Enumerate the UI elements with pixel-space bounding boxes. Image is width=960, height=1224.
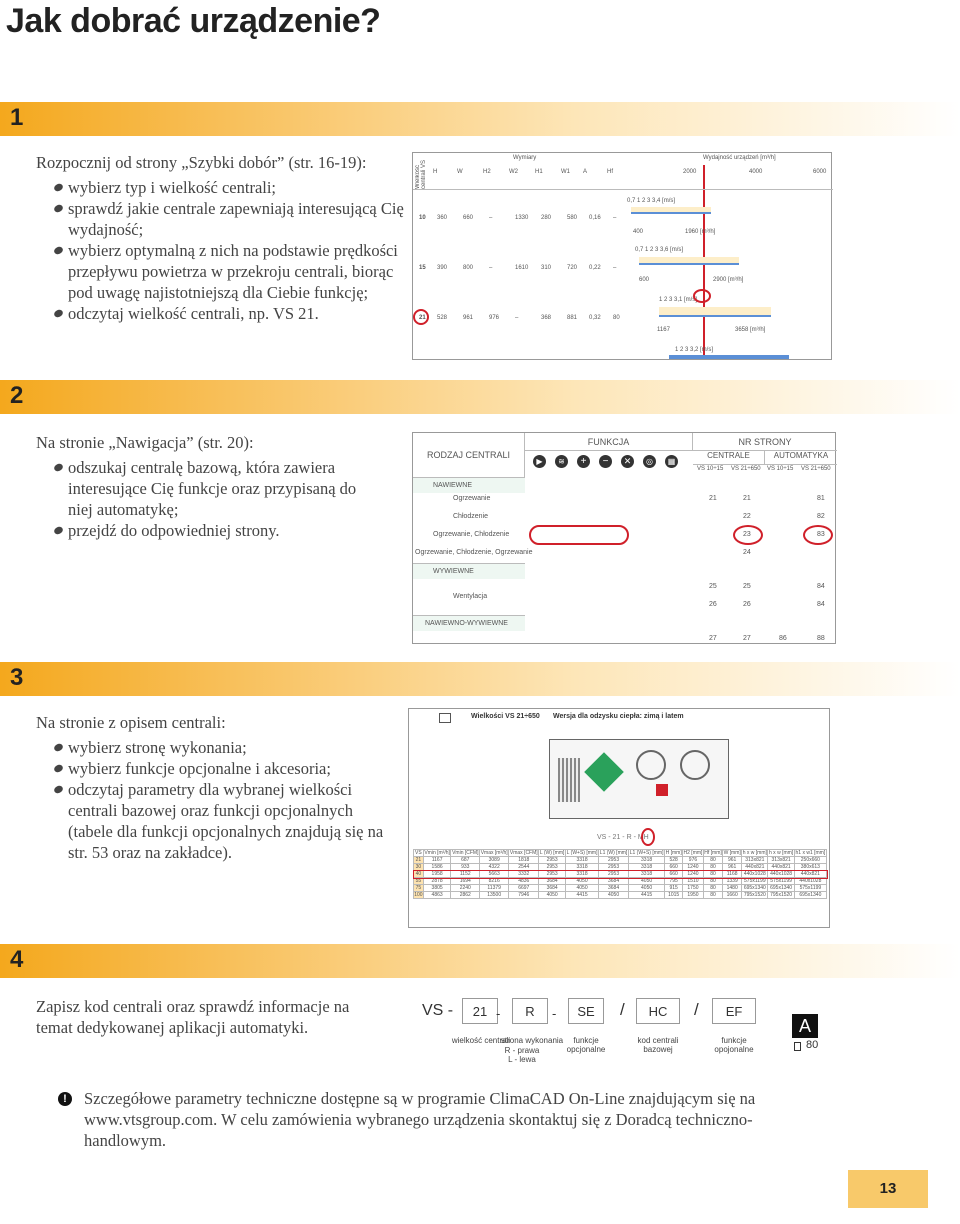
table-cell: 4415: [628, 892, 664, 899]
section-nawiewno-wywiewne: NAWIEWNO-WYWIEWNE: [413, 615, 525, 631]
step-1-bullet: wybierz typ i wielkość centrali;: [36, 177, 406, 198]
code-extra-box: EF: [712, 998, 756, 1024]
col-a: A: [583, 169, 588, 175]
val: 80: [613, 315, 620, 321]
val: 976: [489, 315, 500, 321]
table-cell: 313x821: [742, 857, 768, 864]
side-legend: R - prawa L - lewa: [504, 1046, 540, 1064]
step-2-intro: Na stronie „Nawigacja” (str. 20):: [36, 433, 254, 452]
code-base-box: HC: [636, 998, 680, 1024]
table-cell: 80: [703, 864, 722, 871]
centrale-header: CENTRALE: [693, 451, 765, 465]
speed-scale: 0,7 1 2 3 3,6 [m/s]: [635, 247, 684, 253]
fan-icon: [636, 750, 666, 780]
unit-code-figure: [408, 994, 830, 1074]
table-cell: 1750: [683, 885, 704, 892]
val: 660: [463, 215, 474, 221]
val: 0,32: [589, 315, 601, 321]
code-prefix: VS -: [422, 1002, 454, 1019]
step-1-band: [0, 102, 960, 136]
col: h x w [mm]: [769, 850, 794, 856]
page-ref: 82: [817, 513, 825, 520]
col: h1 x w1 [mm]: [795, 850, 826, 856]
col-h1: H1: [535, 169, 543, 175]
table-cell: 1339: [723, 878, 742, 885]
code-label: funkcje opcjonalne: [566, 1036, 606, 1054]
table-cell: 695x1340: [742, 885, 768, 892]
table-cell: 80: [703, 878, 722, 885]
col: h x w [mm]: [742, 850, 767, 856]
step-1-number: 1: [10, 104, 24, 131]
table-cell: 2953: [599, 864, 629, 871]
table-cell: 2953: [599, 871, 629, 878]
table-cell: 1167: [423, 857, 451, 864]
function-icons: [533, 455, 689, 471]
step-2-band: [0, 380, 960, 414]
val: –: [515, 315, 519, 321]
col-h: H: [433, 169, 438, 175]
table-cell: 1958: [423, 871, 451, 878]
table-cell: 3684: [599, 878, 629, 885]
table-cell: 961: [723, 857, 742, 864]
table-cell: 5663: [480, 871, 509, 878]
table-cell: 4415: [565, 892, 598, 899]
table-cell: 976: [683, 857, 704, 864]
col: H2 [mm]: [683, 850, 703, 856]
table-cell: 4322: [480, 864, 509, 871]
flow-max: 3658 [m³/h]: [735, 327, 766, 333]
table-cell: 3318: [628, 857, 664, 864]
table-cell: 3684: [539, 878, 566, 885]
table-cell: 1168: [723, 871, 742, 878]
step-4-number: 4: [10, 946, 24, 973]
step-2-bullet: odszukaj centralę bazową, która zawiera interesujące Cię funkcje oraz przypisaną do niej automatykę;: [36, 457, 376, 520]
unit-code: VS - 21 - R - MH: [597, 834, 649, 841]
dims-header: Wymiary: [513, 155, 537, 161]
table-row: [414, 892, 827, 899]
sub-col: VS 21÷650: [731, 466, 761, 472]
table-cell: 3089: [480, 857, 509, 864]
table-cell: 1694: [451, 878, 480, 885]
axis-6000: 6000: [813, 169, 827, 175]
automation-badge: A: [792, 1014, 818, 1038]
val: 0,16: [589, 215, 601, 221]
sub-col: VS 21÷650: [801, 466, 831, 472]
col: Vmin [m³/h]: [424, 850, 450, 856]
table-cell: 695x1340: [768, 885, 794, 892]
size: 15: [419, 265, 426, 271]
page-ref: 81: [817, 495, 825, 502]
table-cell: 4050: [628, 885, 664, 892]
val: –: [613, 265, 617, 271]
table-cell: 3684: [539, 885, 566, 892]
table-cell: 3318: [565, 871, 598, 878]
table-cell: 1240: [683, 864, 704, 871]
table-cell: 6697: [509, 885, 539, 892]
info-note: Szczegółowe parametry techniczne dostępne są w programie ClimaCAD On-Line znajdującym się na www.vtsgroup.com. W celu zamówienia wybranego urządzenia skontaktuj się z Doradcą techniczno-handlowym.: [84, 1089, 756, 1150]
step-3-text: [36, 712, 392, 863]
highlight-circle: [803, 525, 833, 545]
table-cell: 961: [723, 864, 742, 871]
page-ref: 24: [743, 549, 751, 556]
table-cell: 21: [414, 857, 424, 864]
humidifier-icon: ▦: [665, 455, 678, 468]
table-cell: 40: [414, 871, 424, 878]
table-cell: 13500: [480, 892, 509, 899]
plus-icon: +: [577, 455, 590, 468]
section-nawiewne: NAWIEWNE: [413, 477, 525, 493]
val: 280: [541, 215, 552, 221]
table-cell: 55: [414, 878, 424, 885]
cross-icon: ✕: [621, 455, 634, 468]
unit-description-figure: [408, 708, 830, 928]
col: VS: [415, 850, 422, 856]
table-cell: 4050: [628, 878, 664, 885]
table-cell: 575x1199: [742, 878, 768, 885]
step-1-intro: Rozpocznij od strony „Szybki dobór” (str. 16-19):: [36, 153, 367, 172]
flow-min: 400: [633, 229, 644, 235]
page-number: 13: [848, 1170, 928, 1208]
page-ref: 27: [743, 635, 751, 642]
table-cell: 933: [451, 864, 480, 871]
highlight-circle: [733, 525, 763, 545]
play-icon: ▶: [533, 455, 546, 468]
table-cell: 380x613: [794, 864, 826, 871]
val: 390: [437, 265, 448, 271]
table-cell: 3332: [509, 871, 539, 878]
table-cell: 1950: [683, 892, 704, 899]
step-3-band: [0, 662, 960, 696]
table-cell: 2953: [539, 857, 566, 864]
table-cell: 1818: [509, 857, 539, 864]
val: –: [489, 215, 493, 221]
table-row: [414, 885, 827, 892]
minus-icon: −: [599, 455, 612, 468]
function-header: FUNKCJA: [525, 433, 693, 451]
fig3-subheading: Wersja dla odzysku ciepła: zimą i latem: [553, 713, 684, 720]
code-separator: -: [496, 1006, 501, 1021]
automation-page: 80: [806, 1039, 819, 1051]
col: L (W) [mm]: [539, 850, 565, 856]
col-w: W: [457, 169, 463, 175]
fig3-heading: Wielkości VS 21÷650: [471, 713, 540, 720]
size: 10: [419, 215, 426, 221]
step-3-bullet: wybierz funkcje opcjonalne i akcesoria;: [36, 758, 392, 779]
heater-icon: [656, 784, 668, 796]
code-separator: /: [620, 1000, 625, 1019]
val: 580: [567, 215, 578, 221]
page-ref: 84: [817, 601, 825, 608]
val: 720: [567, 265, 578, 271]
table-cell: 440x1028: [742, 871, 768, 878]
table-cell: 3318: [628, 871, 664, 878]
table-cell: 575x1199: [794, 885, 826, 892]
flow-min: 600: [639, 277, 650, 283]
page-ref: 86: [779, 635, 787, 642]
page-ref: 25: [709, 583, 717, 590]
heat-recovery-icon: [584, 752, 624, 792]
size: 21: [419, 315, 426, 321]
val: –: [613, 215, 617, 221]
val: 800: [463, 265, 474, 271]
val: –: [489, 265, 493, 271]
page-ref: 22: [743, 513, 751, 520]
warning-icon: !: [58, 1092, 72, 1106]
highlight-circle: [529, 525, 629, 545]
step-1-bullet: odczytaj wielkość centrali, np. VS 21.: [36, 303, 406, 324]
val: 961: [463, 315, 474, 321]
val: 368: [541, 315, 552, 321]
val: 0,22: [589, 265, 601, 271]
table-cell: 528: [665, 857, 683, 864]
table-cell: 660: [665, 864, 683, 871]
col-w2: W2: [509, 169, 518, 175]
speed-scale: 1 2 3 3,2 [m/s]: [675, 347, 714, 353]
row-label: Wentylacja: [453, 593, 488, 600]
table-cell: 4050: [599, 892, 629, 899]
page-ref: 88: [817, 635, 825, 642]
table-cell: 80: [703, 892, 722, 899]
code-separator: -: [552, 1006, 557, 1021]
pages-header: NR STRONY: [693, 433, 837, 451]
table-cell: 313x821: [768, 857, 794, 864]
speed-bar: [631, 207, 711, 214]
table-cell: 2953: [599, 857, 629, 864]
page-ref: 23: [743, 531, 751, 538]
page-ref: 25: [743, 583, 751, 590]
step-3-bullet: wybierz stronę wykonania;: [36, 737, 392, 758]
table-cell: 80: [703, 885, 722, 892]
val: 360: [437, 215, 448, 221]
table-cell: 11379: [480, 885, 509, 892]
parameters-table: [413, 849, 827, 899]
step-1-text: [36, 152, 406, 324]
table-header-row: [414, 850, 827, 857]
automatyka-header: AUTOMATYKA: [765, 451, 837, 465]
code-label: kod centrali bazowej: [637, 1036, 679, 1054]
page-ref: 84: [817, 583, 825, 590]
sub-col: VS 10÷15: [697, 466, 724, 472]
page-icon: [794, 1042, 801, 1051]
code-label: funkcje opojonalne: [714, 1036, 754, 1054]
table-cell: 4863: [423, 892, 451, 899]
val: 881: [567, 315, 578, 321]
col: Vmax [m³/h]: [480, 850, 508, 856]
speed-bar: [669, 355, 789, 359]
code-side-box: R: [512, 998, 548, 1024]
table-cell: 2544: [509, 864, 539, 871]
step-3-number: 3: [10, 664, 24, 691]
rule: [413, 189, 833, 190]
unit-drawing: [549, 739, 729, 819]
table-cell: 3318: [565, 857, 598, 864]
table-cell: 695x1340: [794, 892, 826, 899]
step-4-band: [0, 944, 960, 978]
speed-scale: 1 2 3 3,1 [m/s]: [659, 297, 698, 303]
step-3-intro: Na stronie z opisem centrali:: [36, 713, 226, 732]
table-row: [414, 857, 827, 864]
type-header: RODZAJ CENTRALI: [413, 433, 525, 477]
col: H [mm]: [665, 850, 682, 856]
col-w1: W1: [561, 169, 570, 175]
step-2-number: 2: [10, 382, 24, 409]
axis-4000: 4000: [749, 169, 763, 175]
col: Vmax [CFM]: [509, 850, 538, 856]
table-cell: 440x1028: [768, 871, 794, 878]
table-cell: 3318: [565, 864, 598, 871]
table-cell: 915: [665, 885, 683, 892]
table-cell: 7946: [509, 892, 539, 899]
page-ref: 26: [709, 601, 717, 608]
code-separator: /: [694, 1000, 699, 1019]
col: Hf [mm]: [704, 850, 722, 856]
fan-icon: [680, 750, 710, 780]
table-cell: 795: [665, 878, 683, 885]
col: Vmin [CFM]: [452, 850, 479, 856]
table-cell: 2953: [539, 871, 566, 878]
size-header: Wielkość centrali VS: [415, 159, 427, 189]
step-4-text: Zapisz kod centrali oraz sprawdź informacje na temat dedykowanej aplikacji automatyki.: [36, 997, 350, 1037]
table-cell: 1586: [423, 864, 451, 871]
val: 1610: [515, 265, 529, 271]
table-cell: 1510: [683, 878, 704, 885]
code-size-box: 21: [462, 998, 498, 1024]
table-cell: 440x821: [742, 864, 768, 871]
code-label: wielkość centrali: [451, 1036, 511, 1045]
table-cell: 3805: [423, 885, 451, 892]
speed-bar: [659, 307, 771, 317]
step-1-bullet: sprawdź jakie centrale zapewniają interesującą Cię wydajność;: [36, 198, 406, 240]
unit-icon: [439, 713, 451, 723]
code-label: strona wykonania: [500, 1036, 564, 1045]
table-cell: 2862: [451, 892, 480, 899]
table-row: [414, 864, 827, 871]
col-h2: H2: [483, 169, 491, 175]
val: 310: [541, 265, 552, 271]
heater-icon: ≋: [555, 455, 568, 468]
page-ref: 21: [743, 495, 751, 502]
table-cell: 4050: [565, 885, 598, 892]
col: W [mm]: [723, 850, 741, 856]
table-cell: 795x1520: [768, 892, 794, 899]
table-cell: 75: [414, 885, 424, 892]
table-cell: 440x821: [794, 871, 826, 878]
flow-min: 1167: [657, 327, 670, 333]
flow-max: 1960 [m³/h]: [685, 229, 716, 235]
table-cell: 8216: [480, 878, 509, 885]
sub-col: VS 10÷15: [767, 466, 794, 472]
table-cell: 30: [414, 864, 424, 871]
col: L (W+S) [mm]: [566, 850, 598, 856]
axis-2000: 2000: [683, 169, 697, 175]
page-ref: 21: [709, 495, 717, 502]
table-row: [414, 878, 827, 885]
table-cell: 3318: [628, 864, 664, 871]
val: 528: [437, 315, 448, 321]
speed-bar: [639, 257, 739, 265]
table-cell: 1480: [723, 885, 742, 892]
step-1-bullet: wybierz optymalną z nich na podstawie prędkości przepływu powietrza w przekroju centrali, biorąc pod uwagę najistotniejszą dla Ciebie funkcję;: [36, 240, 406, 303]
table-cell: 4050: [565, 878, 598, 885]
table-cell: 440x1028: [794, 878, 826, 885]
page-ref: 83: [817, 531, 825, 538]
highlight-circle: [693, 289, 711, 303]
table-cell: 3684: [599, 885, 629, 892]
page-ref: 27: [709, 635, 717, 642]
table-cell: 440x821: [768, 864, 794, 871]
table-cell: 100: [414, 892, 423, 898]
highlight-circle: [641, 828, 655, 846]
table-cell: 250x660: [794, 857, 826, 864]
quick-selection-figure: [412, 152, 832, 360]
step-2-text: [36, 432, 376, 541]
table-cell: 4836: [509, 878, 539, 885]
highlight-circle: [413, 309, 429, 325]
table-cell: 1660: [723, 892, 742, 899]
flow-max: 2900 [m³/h]: [713, 277, 744, 283]
row-label: Chłodzenie: [453, 513, 489, 520]
speed-scale: 0,7 1 2 3 3,4 [m/s]: [627, 198, 676, 204]
table-cell: 687: [451, 857, 480, 864]
filter-icon: [558, 758, 580, 802]
table-cell: 80: [703, 871, 722, 878]
table-cell: 575x1199: [768, 878, 794, 885]
col: L1 (W) [mm]: [599, 850, 628, 856]
perf-header: Wydajność urządzeń [m³/h]: [703, 155, 776, 161]
table-cell: 1015: [665, 892, 683, 899]
navigation-figure: [412, 432, 836, 644]
row-label: Ogrzewanie, Chłodzenie, Ogrzewanie: [415, 549, 533, 556]
table-row: [414, 871, 827, 878]
table-cell: 2953: [539, 864, 566, 871]
section-wywiewne: WYWIEWNE: [413, 563, 525, 579]
step-3-bullet: odczytaj parametry dla wybranej wielkości centrali bazowej oraz funkcji opcjonalnych (tabele dla funkcji opcjonalnych znajdują się na str. 53 oraz na zakładce).: [36, 779, 392, 863]
table-cell: 1240: [683, 871, 704, 878]
table-cell: 795x1520: [742, 892, 768, 899]
col: L1 (W+S) [mm]: [629, 850, 664, 856]
step-2-bullet: przejdź do odpowiedniej strony.: [36, 520, 376, 541]
page-title: Jak dobrać urządzenie?: [6, 2, 381, 40]
table-cell: 4050: [539, 892, 566, 899]
table-cell: 2240: [451, 885, 480, 892]
table-cell: 2878: [423, 878, 451, 885]
table-cell: 1152: [451, 871, 480, 878]
table-cell: 80: [703, 857, 722, 864]
page-ref: 26: [743, 601, 751, 608]
col-hf: Hf: [607, 169, 613, 175]
row-label: Ogrzewanie: [453, 495, 491, 502]
row-label: Ogrzewanie, Chłodzenie: [433, 531, 510, 538]
table-cell: 660: [665, 871, 683, 878]
val: 1330: [515, 215, 529, 221]
code-options-box: SE: [568, 998, 604, 1024]
recovery-icon: ◎: [643, 455, 656, 468]
